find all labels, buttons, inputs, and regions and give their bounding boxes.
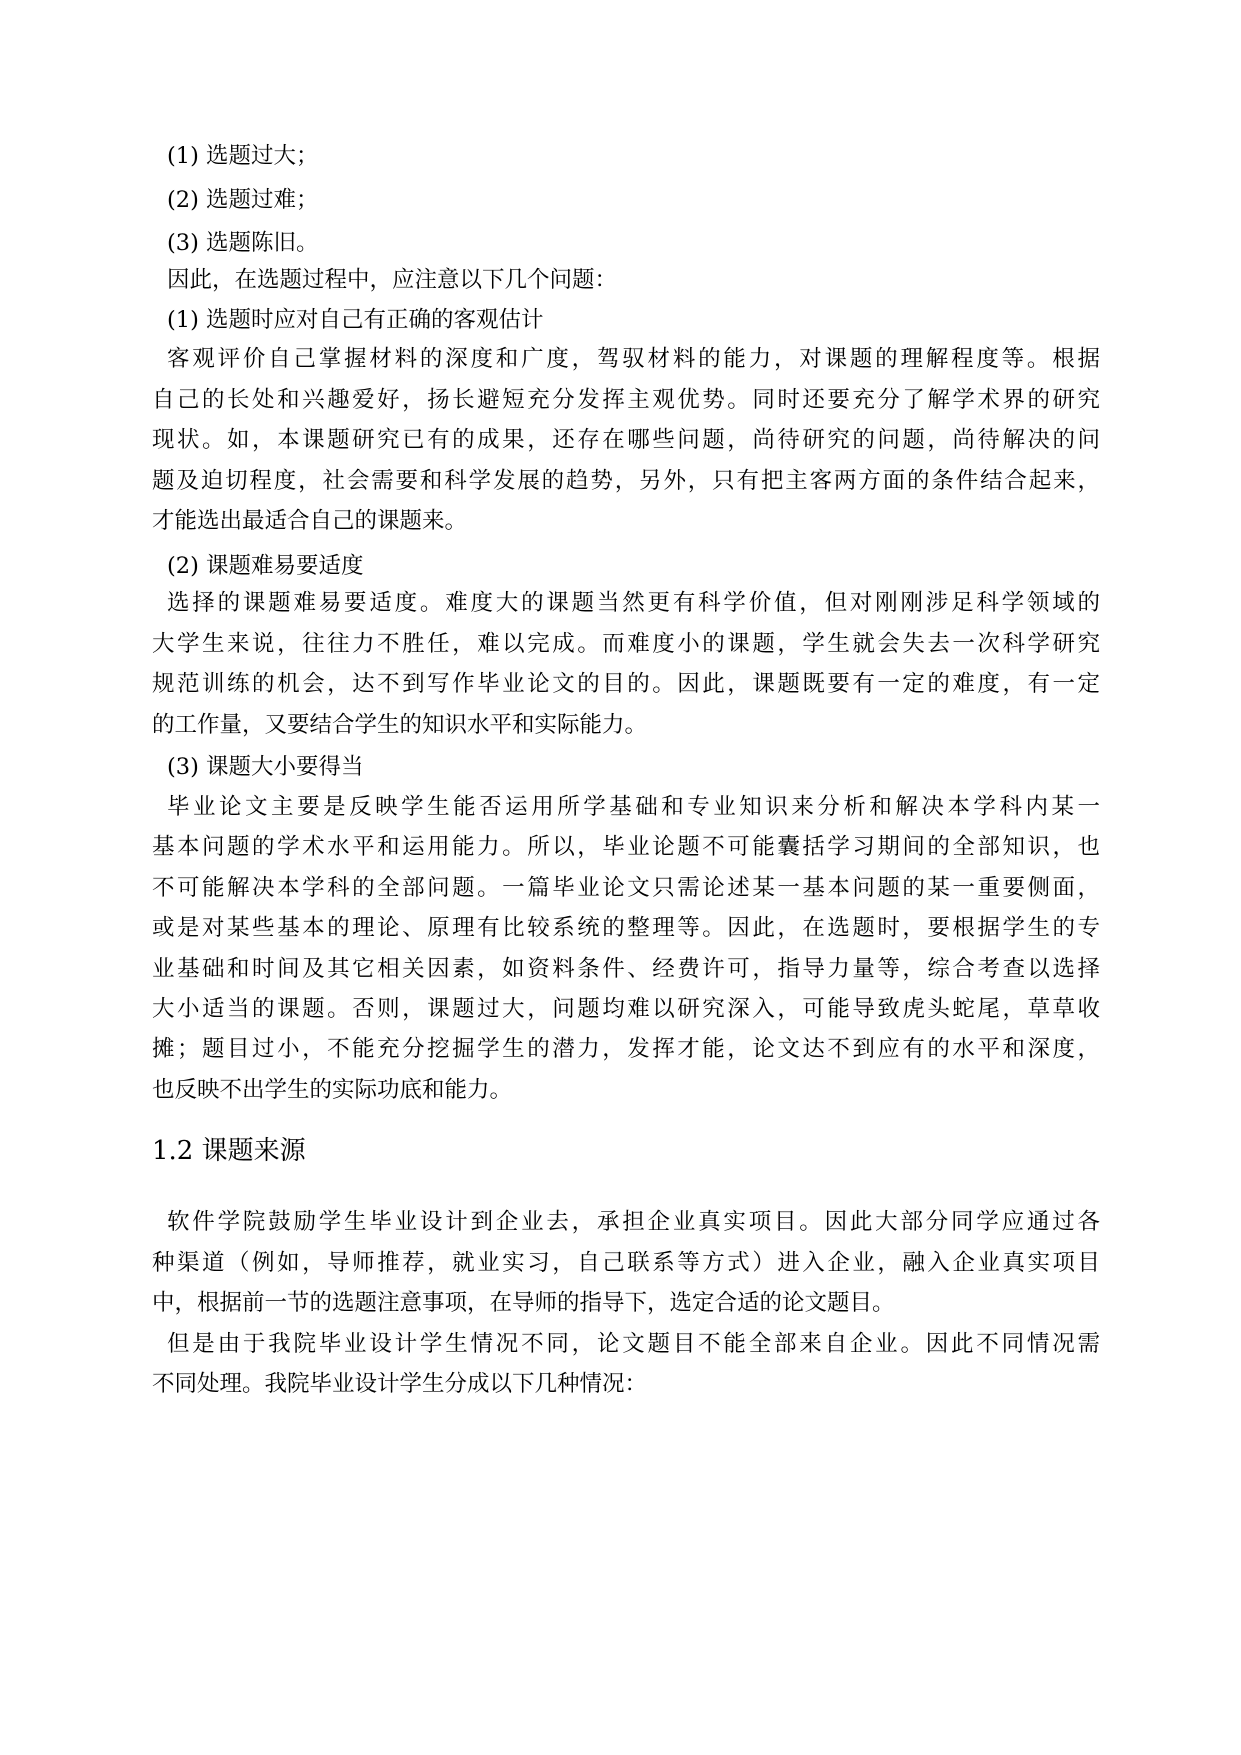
paragraph-line: 摊；题目过小，不能充分挖掘学生的潜力，发挥才能，论文达不到应有的水平和深度， [152, 1036, 1100, 1062]
subsection-title: (3) 课题大小要得当 [167, 754, 364, 780]
list-item: (1) 选题过大； [167, 143, 319, 169]
subsection-title: (1) 选题时应对自己有正确的客观估计 [167, 307, 544, 333]
paragraph-line: 中，根据前一节的选题注意事项，在导师的指导下，选定合适的论文题目。 [152, 1290, 895, 1316]
paragraph-line: 不同处理。我院毕业设计学生分成以下几种情况： [152, 1371, 648, 1397]
paragraph-line: 自己的长处和兴趣爱好，扬长避短充分发挥主观优势。同时还要充分了解学术界的研究 [152, 387, 1100, 413]
paragraph-line: 大学生来说，往往力不胜任，难以完成。而难度小的课题，学生就会失去一次科学研究 [152, 631, 1100, 657]
paragraph-line: 大小适当的课题。否则，课题过大，问题均难以研究深入，可能导致虎头蛇尾，草草收 [152, 996, 1100, 1022]
list-item: (2) 选题过难； [167, 187, 319, 213]
paragraph-intro: 因此，在选题过程中，应注意以下几个问题： [167, 267, 618, 293]
paragraph-line: 不可能解决本学科的全部问题。一篇毕业论文只需论述某一基本问题的某一重要侧面， [152, 875, 1100, 901]
paragraph-line: 基本问题的学术水平和运用能力。所以，毕业论题不可能囊括学习期间的全部知识，也 [152, 834, 1100, 860]
list-item: (3) 选题陈旧。 [167, 230, 319, 256]
paragraph-line: 业基础和时间及其它相关因素，如资料条件、经费许可，指导力量等，综合考查以选择 [152, 956, 1100, 982]
document-page [152, 0, 1100, 1755]
subsection-title: (2) 课题难易要适度 [167, 553, 364, 579]
paragraph-line: 或是对某些基本的理论、原理有比较系统的整理等。因此，在选题时，要根据学生的专 [152, 915, 1100, 941]
paragraph-line: 的工作量，又要结合学生的知识水平和实际能力。 [152, 712, 648, 738]
paragraph-line: 客观评价自己掌握材料的深度和广度，驾驭材料的能力，对课题的理解程度等。根据 [167, 346, 1100, 372]
paragraph-line: 题及迫切程度，社会需要和科学发展的趋势，另外，只有把主客两方面的条件结合起来， [152, 468, 1100, 494]
paragraph-line: 毕业论文主要是反映学生能否运用所学基础和专业知识来分析和解决本学科内某一 [167, 794, 1100, 820]
paragraph-line: 种渠道（例如，导师推荐，就业实习，自己联系等方式）进入企业，融入企业真实项目 [152, 1250, 1100, 1276]
paragraph-line: 选择的课题难易要适度。难度大的课题当然更有科学价值，但对刚刚涉足科学领域的 [167, 590, 1100, 616]
paragraph-line: 也反映不出学生的实际功底和能力。 [152, 1077, 513, 1103]
paragraph-line: 软件学院鼓励学生毕业设计到企业去，承担企业真实项目。因此大部分同学应通过各 [167, 1209, 1100, 1235]
section-heading: 1.2 课题来源 [152, 1136, 306, 1166]
paragraph-line: 才能选出最适合自己的课题来。 [152, 508, 468, 534]
paragraph-line: 规范训练的机会，达不到写作毕业论文的目的。因此，课题既要有一定的难度，有一定 [152, 671, 1100, 697]
paragraph-line: 现状。如，本课题研究已有的成果，还存在哪些问题，尚待研究的问题，尚待解决的问 [152, 427, 1100, 453]
paragraph-line: 但是由于我院毕业设计学生情况不同，论文题目不能全部来自企业。因此不同情况需 [167, 1331, 1100, 1357]
